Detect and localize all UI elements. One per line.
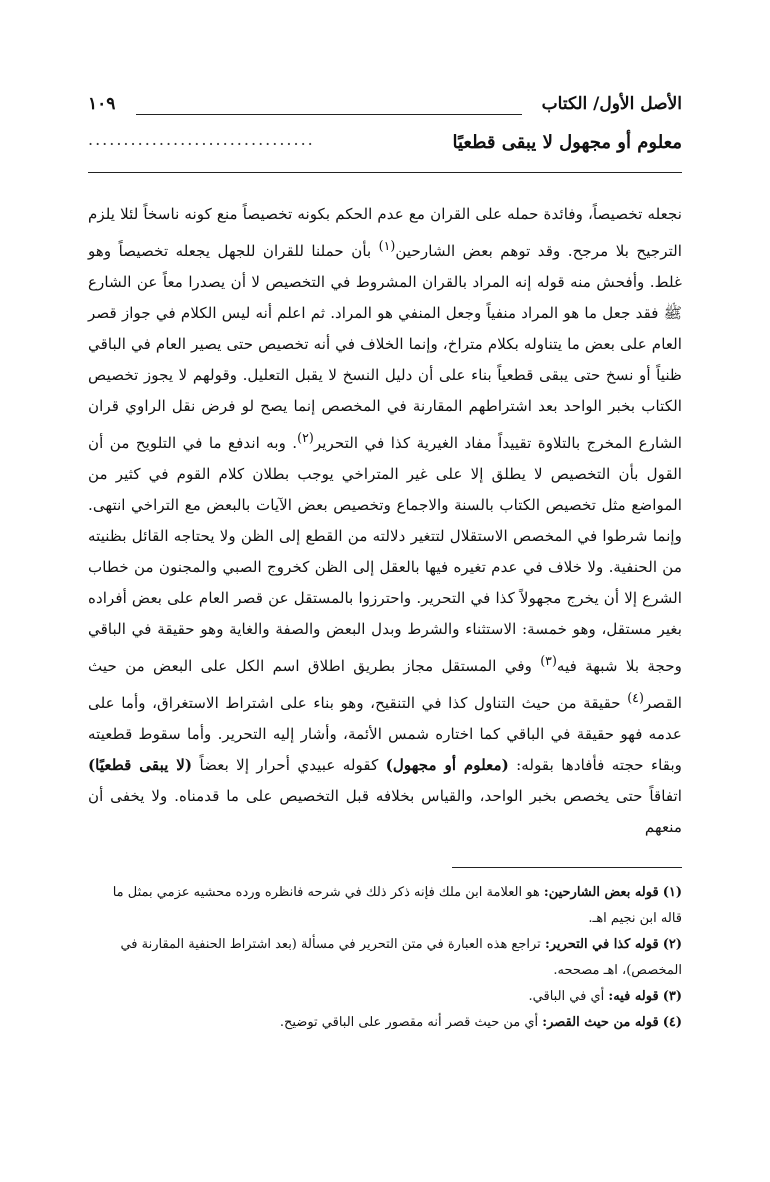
- footnote-item: [88, 1010, 682, 1036]
- body-text-part1: نجعله تخصيصاً، وفائدة حمله على القران مع عدم الحكم بكونه تخصيصاً منع كونه ناسخاً لئلا يلزم الترجيح بلا مرجح. وقد توهم بعض الشارحين: [88, 205, 682, 261]
- page-number: ١٠٩: [88, 94, 116, 114]
- body-text-part7: اتفاقاً حتى يخصص بخبر الواحد، والقياس بخلافه قبل التخصيص على ما قدمناه. ولا يخفى أن منعهم: [88, 787, 682, 837]
- header-separator: [88, 172, 682, 173]
- body-paragraph: [88, 199, 682, 843]
- running-header-title: الأصل الأول/ الكتاب: [541, 94, 682, 114]
- footnote-item: [88, 880, 682, 932]
- footnote-item: [88, 984, 682, 1010]
- footnote-ref-2[interactable]: (٢): [297, 430, 314, 446]
- header-rule: [136, 114, 522, 115]
- main-text: [88, 199, 682, 843]
- footnote-lead: قوله كذا في التحرير:: [544, 937, 659, 953]
- subheading-text: معلوم أو مجهول لا يبقى قطعيًا: [452, 132, 682, 153]
- footnote-number: (٢): [662, 937, 682, 953]
- footnote-lead: قوله بعض الشارحين:: [543, 885, 659, 901]
- body-text-part5: حقيقة من حيث التناول كذا في التنقيح، وهو بناء على اشتراط الاستغراق، وأما على عدمه فهو حقيقة في الباقي كما اختاره شمس الأئمة، وأشار إليه التحرير. وأما سقوط قطعيته وبقاء حجته فأفادها بقوله:: [88, 694, 683, 775]
- footnote-text: تراجع هذه العبارة في متن التحرير في مسألة (بعد اشتراط الحنفية المقارنة في المخصص)، اهـ مصححه.: [120, 937, 682, 979]
- body-text-part4: وفي المستقل مجاز بطريق اطلاق اسم الكل على البعض من حيث القصر: [88, 657, 682, 713]
- footnote-item: [88, 932, 682, 984]
- section-subheading: [88, 126, 682, 168]
- running-header: [88, 90, 682, 126]
- footnote-ref-1[interactable]: (١): [378, 238, 396, 253]
- footnotes: [88, 880, 682, 1036]
- footnote-lead: قوله من حيث القصر:: [542, 1015, 659, 1031]
- book-page: [88, 90, 682, 1036]
- subheading-dots: ................................: [88, 130, 315, 149]
- footnote-text: هو العلامة ابن ملك فإنه ذكر ذلك في شرحه فانظره ورده محشيه عزمي بمثل ما قاله ابن نجيم اهـ.: [112, 885, 682, 927]
- footnote-number: (١): [662, 885, 682, 901]
- footnote-ref-3[interactable]: (٣): [540, 653, 557, 669]
- footnote-text: أي في الباقي.: [528, 989, 609, 1005]
- body-text-part2: بأن حملنا للقران للجهل يجعله تخصيصاً وهو غلط. وأفحش منه قوله إنه المراد بالقران المشروط في التخصيص لا أن يصدرا معاً عن الشارع ﷺ فقد جعل ما هو المراد منفياً وجعل المنفي هو المراد. ثم اعلم أنه ليس الكلام في جواز قصر العام على بعض ما يتناوله بكلام متراخ، وإنما الخلاف في أنه تخصيص حتى يصير العام في الباقي ظنياً أو نسخ حتى يبقى قطعياً بناء على أن دليل النسخ لا يقبل التعليل. وقولهم لا يجوز تخصيص الكتاب بخبر الواحد بعد اشتراطهم المقارنة في المخصص إنما يصح لو فرض نقل الراوي قران الشارع المخرج بالتلاوة تقييداً مفاد الغيرية كذا في التحرير: [88, 242, 683, 453]
- footnote-number: (٤): [662, 1015, 682, 1031]
- body-text-part3: . وبه اندفع ما في التلويح من أن القول بأن التخصيص لا يطلق إلا على غير المتراخي يوجب بطلان كلام القوم في كثير من المواضع مثل تخصيص الكتاب بالسنة والاجماع وتخصيص بعض الآيات بالبعض مع التراخي انتهى. وإنما شرطوا في المخصص الاستقلال لتتغير دلالته من القطع إلى الظن ولا يحتاجه القائل بظنيته من الحنفية. ولا خلاف في عدم تغيره فيها بالعقل إلى الظن كخروج الصبي والمجنون من خطاب الشرع إلا أن يخرج مجهولاً كذا في التحرير. واحترزوا بالمستقل عن قصر العام على بعض أفراده بغير مستقل، وهو خمسة: الاستثناء والشرط وبدل البعض والصفة والغاية وهو حقيقة في الباقي وحجة بلا شبهة فيه: [88, 434, 682, 676]
- footnote-lead: قوله فيه:: [608, 989, 659, 1005]
- footnote-ref-4[interactable]: (٤): [627, 690, 644, 706]
- footnote-number: (٣): [662, 989, 682, 1005]
- footnote-text: أي من حيث قصر أنه مقصور على الباقي توضيح.: [279, 1015, 543, 1031]
- bold-term-1: (معلوم أو مجهول): [385, 756, 509, 775]
- body-text-part6: كقوله عبيدي أحرار إلا بعضاً: [192, 756, 386, 775]
- footnote-rule: [452, 867, 682, 868]
- bold-term-2: (لا يبقى قطعيًا): [88, 756, 193, 775]
